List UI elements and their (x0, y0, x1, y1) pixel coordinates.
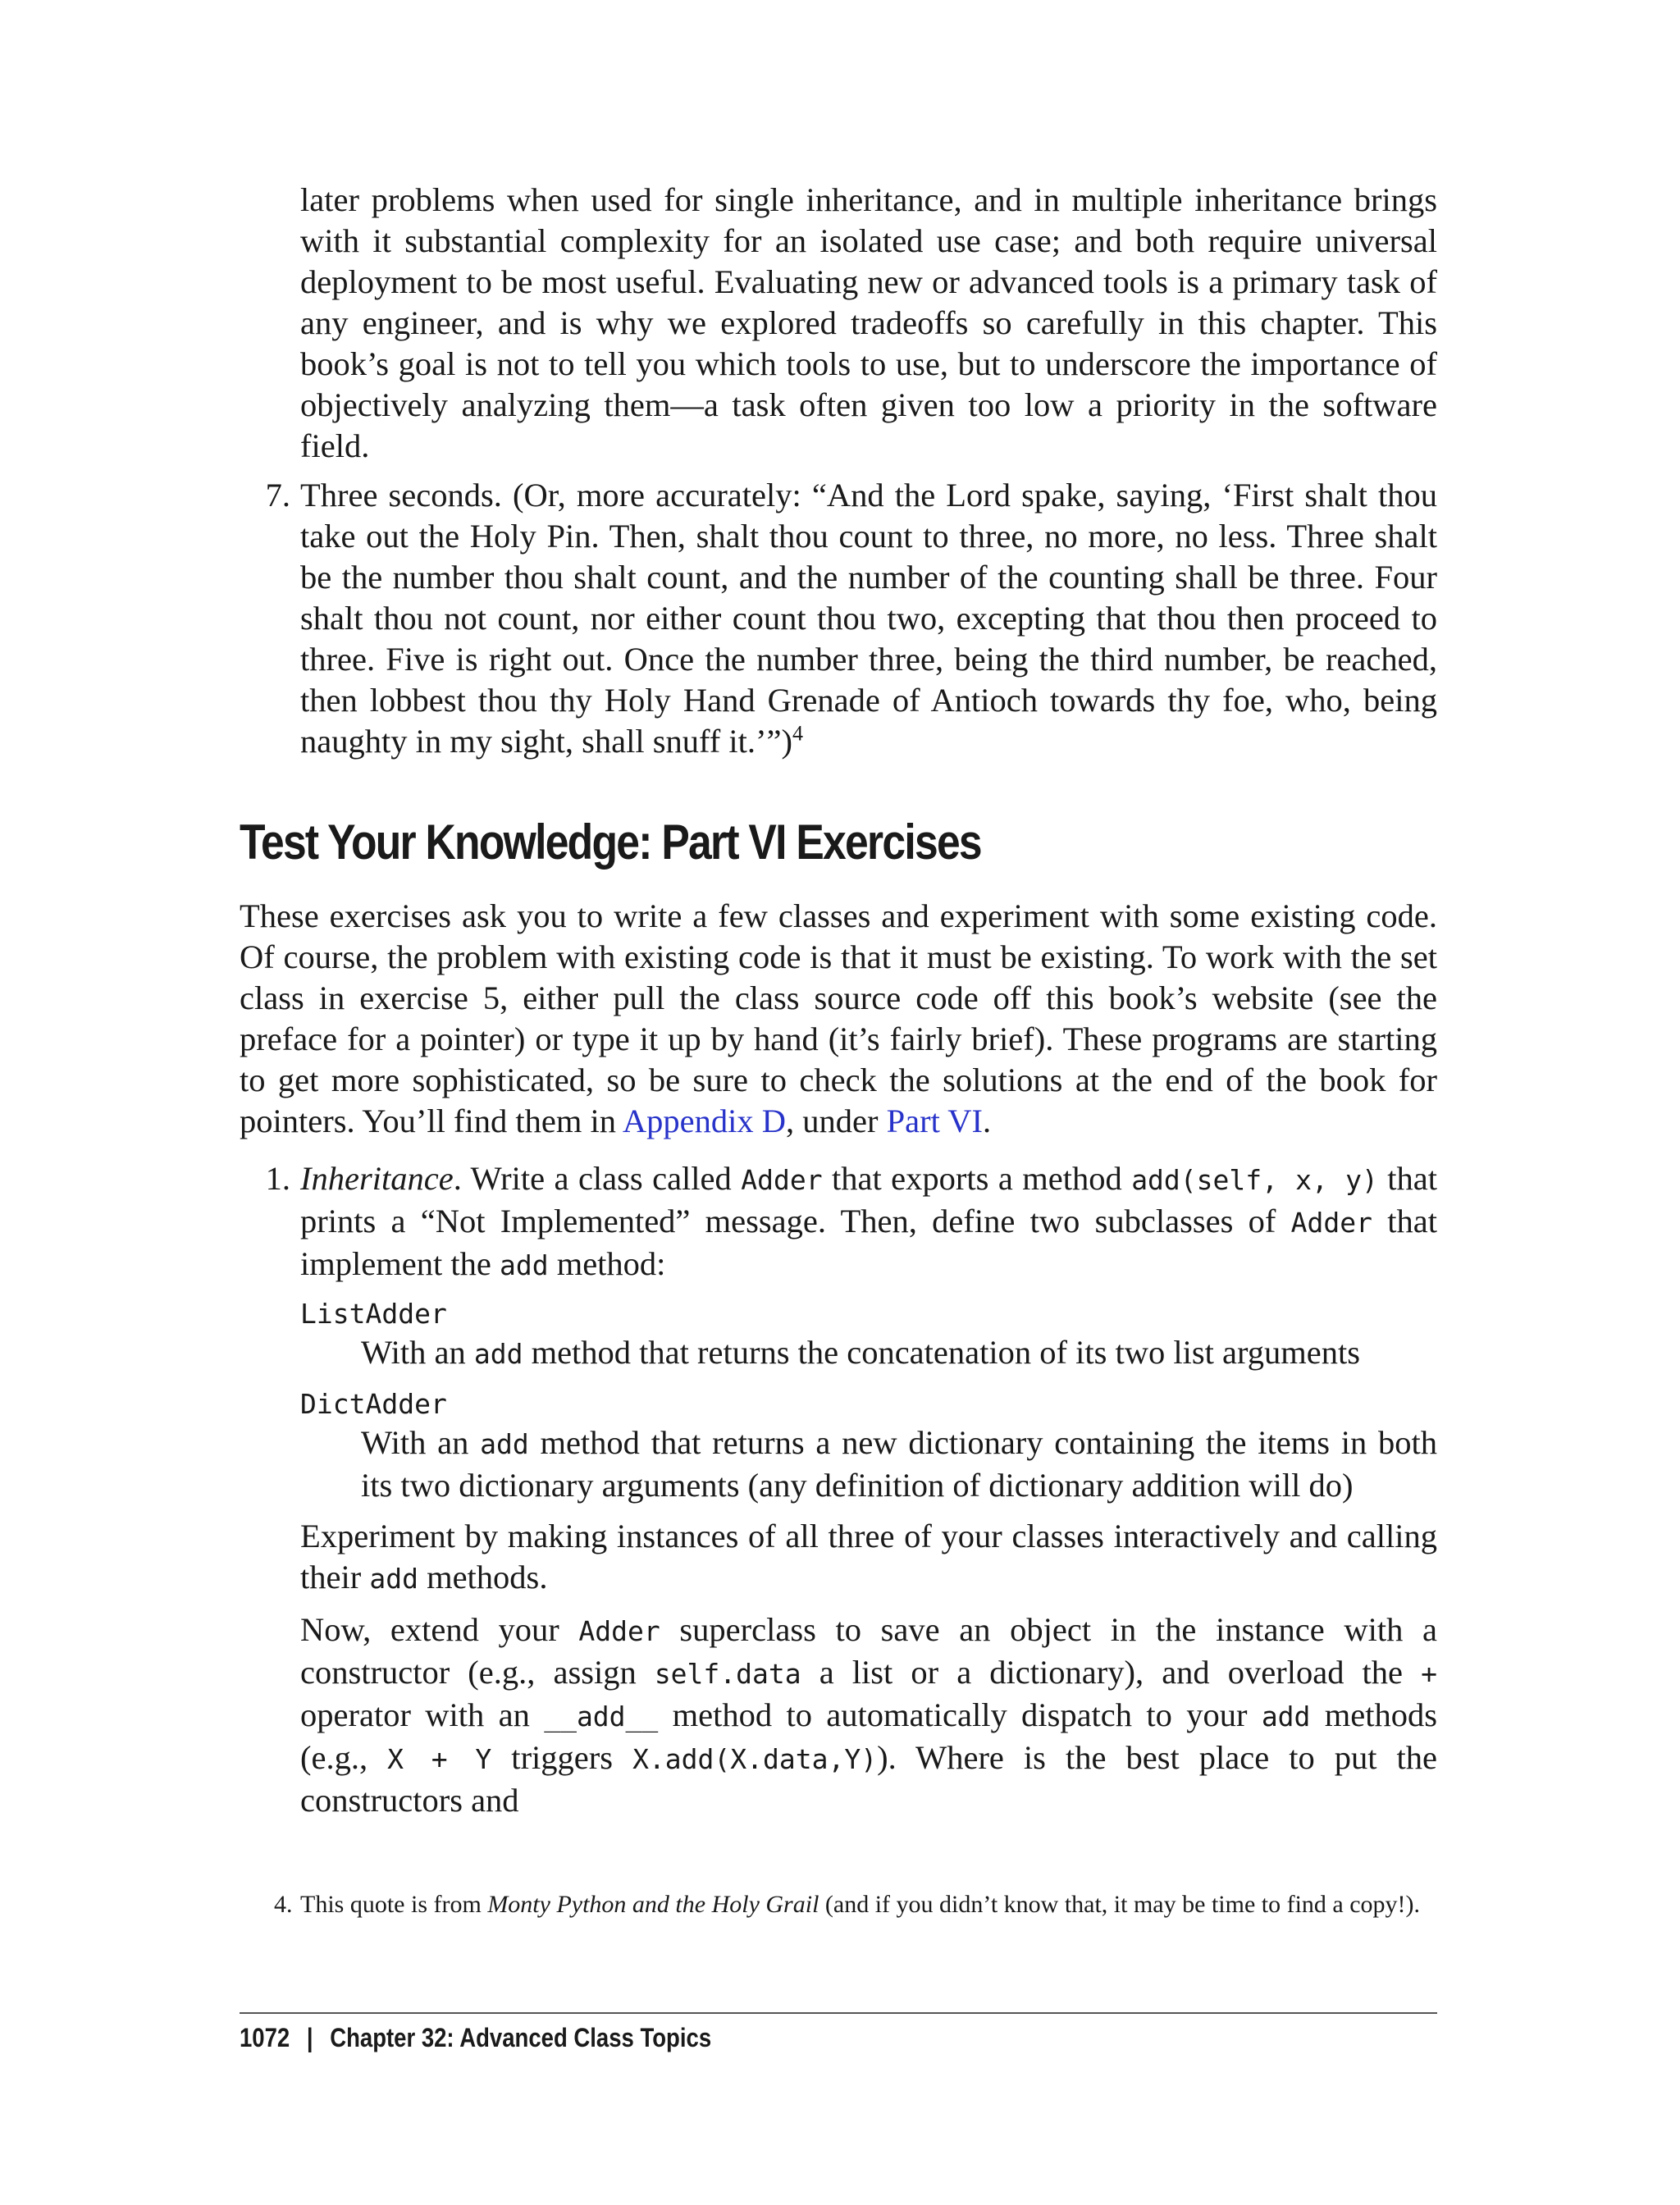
term-dictadder: DictAdder (300, 1388, 447, 1420)
footnote-title: Monty Python and the Holy Grail (487, 1891, 819, 1918)
term-listadder: ListAdder (300, 1298, 447, 1330)
exercise-1-paragraph-3: Now, extend your Adder superclass to save an object in the instance with a constructor (e.g., assign self.data a list or a dictionary), and overload the + operator with an __add__ method to automatically dispatch to your add methods (e.g., X + Y triggers X.add(X.data,Y)). Where is the best place to put the constructors and (300, 1611, 1438, 1819)
footnote-number: 4. (274, 1891, 293, 1918)
definition-listadder: With an add method that returns the concatenation of its two list arguments (361, 1334, 1360, 1371)
section-intro (240, 896, 1437, 1142)
intro-paragraph: These exercises ask you to write a few classes and experiment with some existing code. Of course, the problem with existing code is that it must be existing. To work with the set class in exercise 5, either pull the class source code off this book’s website (see the preface for a pointer) or type it up by hand (it’s fairly brief). These programs are starting to get more sophisticated, so be sure to check the solutions at the end of the book for pointers. You’ll find them in Appendix D, under Part VI. (240, 897, 1437, 1139)
footer-separator: | (306, 2023, 313, 2052)
exercise-number: 1. (265, 1160, 290, 1197)
item-7-text: Three seconds. (Or, more accurately: “And the Lord spake, saying, ‘First shalt thou take out the Holy Pin. Then, shalt thou count to three, no more, no less. Three shalt be the number thou shalt count, and the number of the counting shall be three. Four shalt thou not count, nor either count thou two, excepting that thou then proceed to three. Five is right out. Once the number three, being the third number, be reached, then lobbest thou thy Holy Hand Grenade of Antioch towards thy foe, who, being naughty in my sight, shall snuff it.’”)$^4$ (300, 477, 1437, 760)
section-heading: Test Your Knowledge: Part VI Exercises (240, 815, 981, 870)
part-vi-link[interactable]: Part VI (886, 1102, 983, 1139)
chapter-title: Chapter 32: Advanced Class Topics (330, 2023, 712, 2052)
exercise-1-paragraph-2: Experiment by making instances of all three of your classes interactively and calling their add methods. (300, 1518, 1437, 1596)
footnote-ref[interactable]: 4 (792, 721, 803, 746)
item-number: 7. (265, 477, 290, 514)
appendix-d-link[interactable]: Appendix D (622, 1102, 787, 1139)
page-footer (240, 2023, 711, 2053)
page-number: 1072 (240, 2023, 290, 2052)
exercise-title: Inheritance (300, 1160, 454, 1197)
continuation-paragraph (300, 180, 1437, 467)
continuation-text: later problems when used for single inheritance, and in multiple inheritance brings with it substantial complexity for an isolated use case; and both require universal deployment to be most useful. Evaluating new or advanced tools is a primary task of any engineer, and is why we explored tradeoffs so carefully in this chapter. This book’s goal is not to tell you which tools to use, but to underscore the importance of objectively analyzing them—a task often given too low a priority in the software field. (300, 181, 1437, 464)
exercise-1-paragraph-1: Inheritance. Write a class called Adder that exports a method add(self, x, y) that prints a “Not Implemented” message. Then, define two subclasses of Adder that implement the add method: (300, 1160, 1437, 1282)
exercise-1 (265, 1158, 1438, 1821)
footnote (274, 1888, 1437, 1921)
definition-dictadder: With an add method that returns a new dictionary containing the items in both its two dictionary arguments (any definition of dictionary addition will do) (361, 1424, 1437, 1504)
footnote-text: This quote is from Monty Python and the Holy Grail (and if you didn’t know that, it may be time to find a copy!). (300, 1891, 1421, 1918)
definition-list (300, 1296, 1437, 1506)
list-item-7 (265, 475, 1437, 762)
footer-rule (240, 2012, 1437, 2014)
